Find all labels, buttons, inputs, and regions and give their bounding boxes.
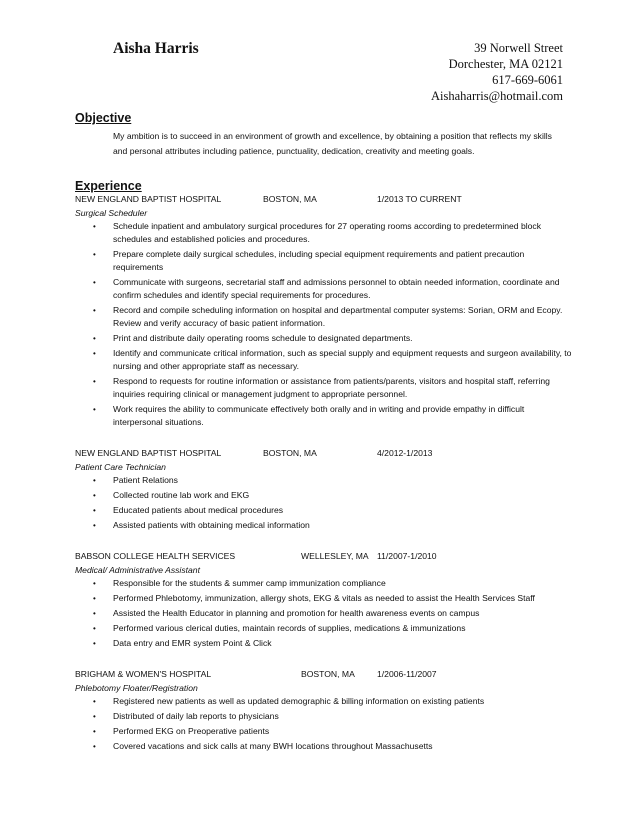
bullet-icon: • xyxy=(93,349,96,358)
duty-item xyxy=(75,637,575,650)
duty-text: Identify and communicate critical information, such as special supply and equipment requests and surgeon availability, to nursing and other appropriate staff as necessary. xyxy=(113,348,572,371)
objective-heading: Objective xyxy=(75,111,132,125)
bullet-icon: • xyxy=(93,222,96,231)
duty-text: Assisted the Health Educator in planning and promotion for health awareness events on campus xyxy=(113,608,480,618)
bullet-icon: • xyxy=(93,506,96,515)
objective-text: My ambition is to succeed in an environment of growth and excellence, by obtaining a position that reflects my skills and personal attributes including patience, punctuality, dedication, creativity and meeting goals. xyxy=(113,131,552,156)
duty-text: Respond to requests for routine information or assistance from patients/parents, visitors and hospital staff, referring inquiries requiring clinical or management judgment to appropriate personnel. xyxy=(113,376,550,399)
duty-text: Responsible for the students & summer camp immunization compliance xyxy=(113,578,386,588)
duty-item xyxy=(75,622,575,635)
duty-text: Work requires the ability to communicate effectively both orally and in writing and provide empathy in difficult interpersonal situations. xyxy=(113,404,525,427)
job-dates: 1/2006-11/2007 xyxy=(377,669,437,679)
duty-item xyxy=(75,740,575,753)
bullet-icon: • xyxy=(93,579,96,588)
bullet-icon: • xyxy=(93,306,96,315)
job-entry xyxy=(75,667,575,753)
job-title: Phlebotomy Floater/Registration xyxy=(75,683,198,693)
bullet-icon: • xyxy=(93,609,96,618)
duty-text: Data entry and EMR system Point & Click xyxy=(113,638,272,648)
duty-item xyxy=(75,276,575,302)
job-employer: BRIGHAM & WOMEN'S HOSPITAL xyxy=(75,669,212,679)
bullet-icon: • xyxy=(93,639,96,648)
duty-text: Performed Phlebotomy, immunization, allergy shots, EKG & vitals as needed to assist the Health Services Staff xyxy=(113,593,535,603)
duty-list xyxy=(75,577,575,650)
job-location: BOSTON, MA xyxy=(301,669,355,679)
duty-item xyxy=(75,332,575,345)
bullet-icon: • xyxy=(93,476,96,485)
duty-item xyxy=(75,725,575,738)
job-dates: 1/2013 TO CURRENT xyxy=(377,194,462,204)
duty-item xyxy=(75,248,575,274)
job-title: Patient Care Technician xyxy=(75,462,166,472)
job-employer: NEW ENGLAND BAPTIST HOSPITAL xyxy=(75,194,222,204)
duty-item xyxy=(75,607,575,620)
duty-text: Registered new patients as well as updated demographic & billing information on existing patients xyxy=(113,696,485,706)
job-employer: BABSON COLLEGE HEALTH SERVICES xyxy=(75,551,236,561)
email-address: Aishaharris@hotmail.com xyxy=(431,89,563,103)
job-location: WELLESLEY, MA xyxy=(301,551,369,561)
duty-text: Covered vacations and sick calls at many BWH locations throughout Massachusetts xyxy=(113,741,433,751)
job-location: BOSTON, MA xyxy=(263,194,317,204)
bullet-icon: • xyxy=(93,727,96,736)
job-header xyxy=(75,667,575,682)
duty-text: Performed EKG on Preoperative patients xyxy=(113,726,270,736)
duty-text: Print and distribute daily operating rooms schedule to designated departments. xyxy=(113,333,413,343)
bullet-icon: • xyxy=(93,491,96,500)
bullet-icon: • xyxy=(93,742,96,751)
duty-item xyxy=(75,519,575,532)
duty-text: Communicate with surgeons, secretarial staff and admissions personnel to obtain needed information, coordinate and confirm schedules and identify special requirements for procedures. xyxy=(113,277,560,300)
duty-text: Educated patients about medical procedures xyxy=(113,505,284,515)
job-dates: 4/2012-1/2013 xyxy=(377,448,433,458)
bullet-icon: • xyxy=(93,594,96,603)
bullet-icon: • xyxy=(93,278,96,287)
duty-text: Performed various clerical duties, maintain records of supplies, medications & immunizations xyxy=(113,623,466,633)
contact-block xyxy=(431,40,563,104)
duty-item xyxy=(75,592,575,605)
bullet-icon: • xyxy=(93,712,96,721)
duty-list xyxy=(75,695,575,753)
bullet-icon: • xyxy=(93,521,96,530)
job-dates: 11/2007-1/2010 xyxy=(377,551,437,561)
job-employer: NEW ENGLAND BAPTIST HOSPITAL xyxy=(75,448,222,458)
job-entry xyxy=(75,192,575,429)
job-title: Medical/ Administrative Assistant xyxy=(75,565,200,575)
job-entry xyxy=(75,446,575,532)
city-state-zip: Dorchester, MA 02121 xyxy=(448,57,563,71)
duty-item xyxy=(75,403,575,429)
duty-text: Assisted patients with obtaining medical information xyxy=(113,520,310,530)
duty-text: Prepare complete daily surgical schedules, including special equipment requirements and patient precaution requirements xyxy=(113,249,525,272)
duty-list xyxy=(75,220,575,429)
duty-text: Patient Relations xyxy=(113,475,178,485)
job-header xyxy=(75,192,575,207)
duty-item xyxy=(75,220,575,246)
candidate-name: Aisha Harris xyxy=(113,40,199,57)
duty-item xyxy=(75,695,575,708)
street-address: 39 Norwell Street xyxy=(474,41,563,55)
job-header xyxy=(75,446,575,461)
duty-text: Collected routine lab work and EKG xyxy=(113,490,250,500)
job-title: Surgical Scheduler xyxy=(75,208,148,218)
duty-item xyxy=(75,304,575,330)
duty-text: Distributed of daily lab reports to physicians xyxy=(113,711,279,721)
bullet-icon: • xyxy=(93,334,96,343)
duty-text: Record and compile scheduling information on hospital and departmental computer systems: Sorian, ORM and Ecopy. Review and verify accuracy of basic patient information. xyxy=(113,305,563,328)
bullet-icon: • xyxy=(93,697,96,706)
experience-heading: Experience xyxy=(75,179,142,193)
bullet-icon: • xyxy=(93,250,96,259)
duty-item xyxy=(75,710,575,723)
duty-item xyxy=(75,474,575,487)
duty-item xyxy=(75,504,575,517)
bullet-icon: • xyxy=(93,377,96,386)
bullet-icon: • xyxy=(93,624,96,633)
experience-list xyxy=(75,192,575,755)
job-location: BOSTON, MA xyxy=(263,448,317,458)
job-entry xyxy=(75,549,575,650)
phone-number: 617-669-6061 xyxy=(492,73,563,87)
duty-item xyxy=(75,375,575,401)
job-header xyxy=(75,549,575,564)
bullet-icon: • xyxy=(93,405,96,414)
duty-item xyxy=(75,489,575,502)
duty-list xyxy=(75,474,575,532)
duty-text: Schedule inpatient and ambulatory surgical procedures for 27 operating rooms according to predetermined block schedules and established policies and procedures. xyxy=(113,221,542,244)
duty-item xyxy=(75,347,575,373)
duty-item xyxy=(75,577,575,590)
